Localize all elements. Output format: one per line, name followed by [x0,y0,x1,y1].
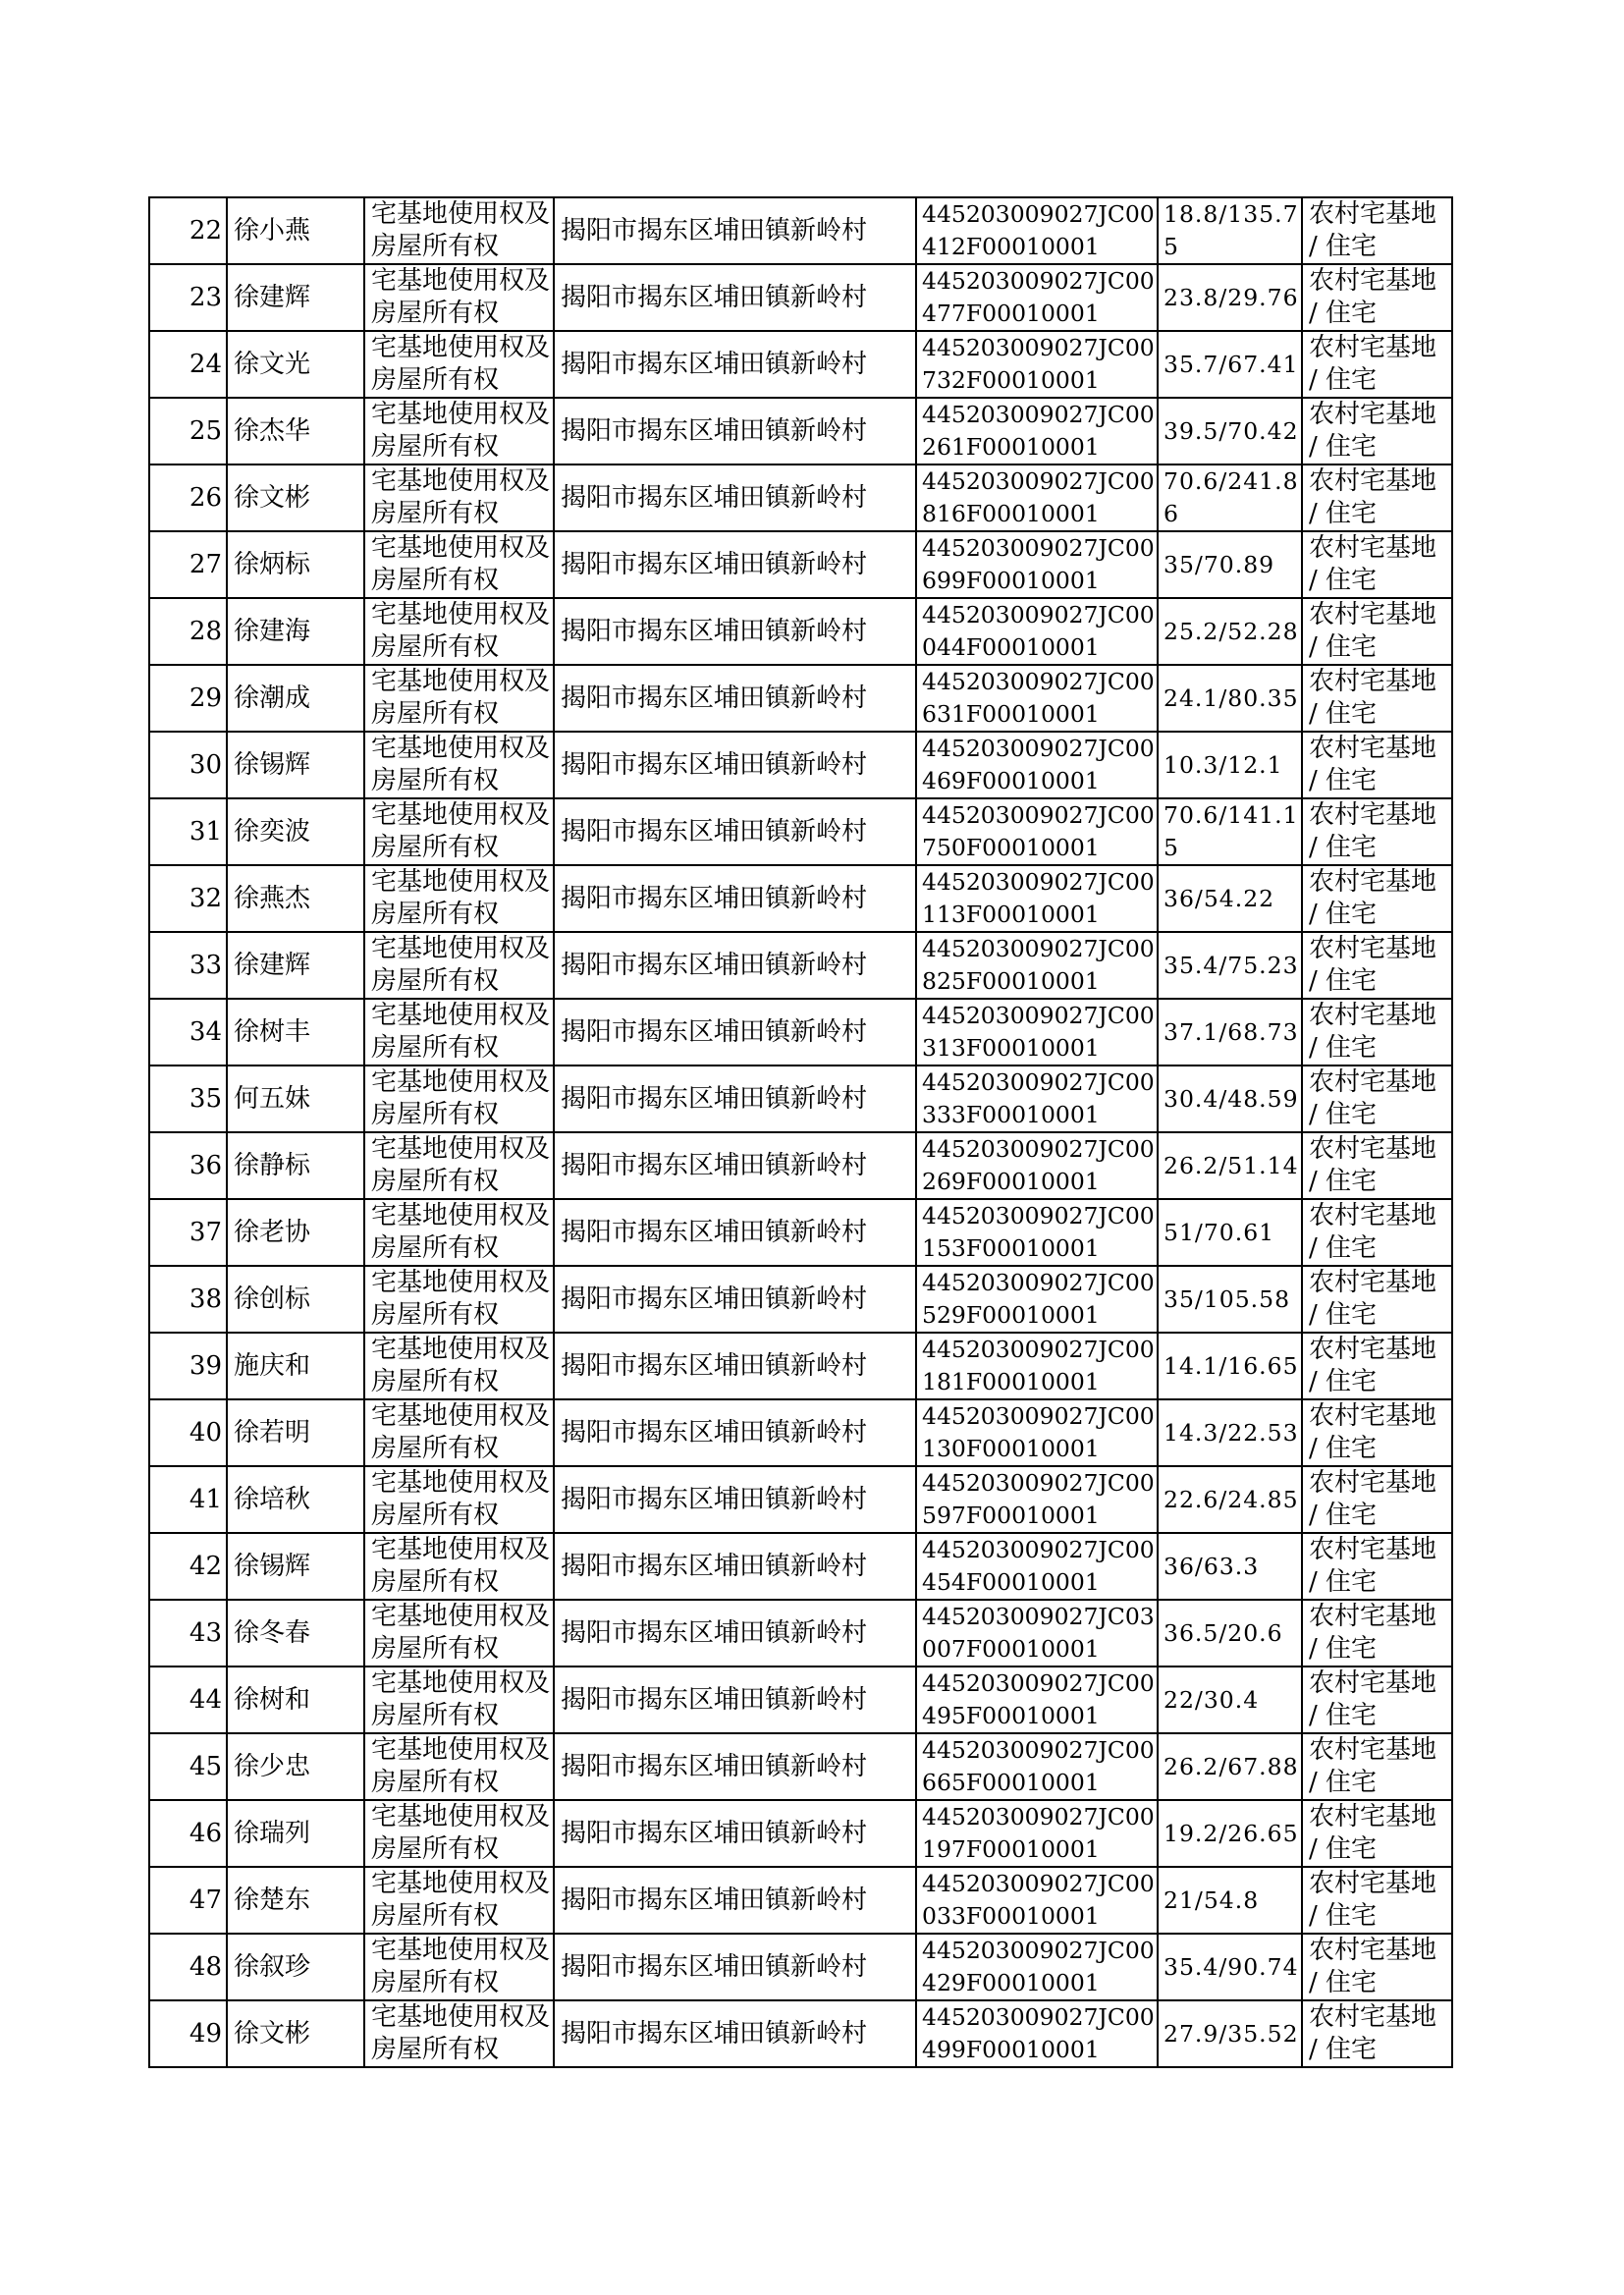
unit-code-cell: 445203009027JC00499F00010001 [916,2000,1158,2067]
right-type-cell: 宅基地使用权及房屋所有权 [364,1199,554,1266]
row-number-cell: 46 [149,1800,227,1867]
area-cell: 21/54.8 [1158,1867,1302,1934]
location-cell: 揭阳市揭东区埔田镇新岭村 [554,798,916,865]
land-use-cell: 农村宅基地 / 住宅 [1302,331,1452,398]
right-type-cell: 宅基地使用权及房屋所有权 [364,1266,554,1333]
register-body [149,197,1452,2067]
owner-name-cell: 徐创标 [227,1266,364,1333]
land-use-cell: 农村宅基地 / 住宅 [1302,2000,1452,2067]
table-row [149,1733,1452,1800]
right-type-cell: 宅基地使用权及房屋所有权 [364,999,554,1066]
right-type-cell: 宅基地使用权及房屋所有权 [364,932,554,999]
row-number-cell: 48 [149,1934,227,2000]
row-number-cell: 43 [149,1600,227,1667]
land-use-cell: 农村宅基地 / 住宅 [1302,1466,1452,1533]
unit-code-cell: 445203009027JC00261F00010001 [916,398,1158,464]
area-cell: 37.1/68.73 [1158,999,1302,1066]
unit-code-cell: 445203009027JC00750F00010001 [916,798,1158,865]
owner-name-cell: 徐少忠 [227,1733,364,1800]
owner-name-cell: 徐文光 [227,331,364,398]
land-use-cell: 农村宅基地 / 住宅 [1302,1600,1452,1667]
land-use-cell: 农村宅基地 / 住宅 [1302,932,1452,999]
right-type-cell: 宅基地使用权及房屋所有权 [364,2000,554,2067]
unit-code-cell: 445203009027JC00825F00010001 [916,932,1158,999]
row-number-cell: 42 [149,1533,227,1600]
right-type-cell: 宅基地使用权及房屋所有权 [364,1066,554,1132]
unit-code-cell: 445203009027JC00529F00010001 [916,1266,1158,1333]
land-use-cell: 农村宅基地 / 住宅 [1302,398,1452,464]
owner-name-cell: 徐燕杰 [227,865,364,932]
area-cell: 23.8/29.76 [1158,264,1302,331]
unit-code-cell: 445203009027JC00044F00010001 [916,598,1158,665]
table-row [149,798,1452,865]
area-cell: 35.4/75.23 [1158,932,1302,999]
location-cell: 揭阳市揭东区埔田镇新岭村 [554,1066,916,1132]
right-type-cell: 宅基地使用权及房屋所有权 [364,598,554,665]
land-use-cell: 农村宅基地 / 住宅 [1302,197,1452,264]
unit-code-cell: 445203009027JC00033F00010001 [916,1867,1158,1934]
area-cell: 19.2/26.65 [1158,1800,1302,1867]
row-number-cell: 35 [149,1066,227,1132]
row-number-cell: 27 [149,531,227,598]
owner-name-cell: 徐冬春 [227,1600,364,1667]
location-cell: 揭阳市揭东区埔田镇新岭村 [554,1867,916,1934]
area-cell: 26.2/67.88 [1158,1733,1302,1800]
owner-name-cell: 徐文彬 [227,464,364,531]
table-row [149,665,1452,732]
table-row [149,264,1452,331]
land-use-cell: 农村宅基地 / 住宅 [1302,1733,1452,1800]
location-cell: 揭阳市揭东区埔田镇新岭村 [554,1132,916,1199]
table-row [149,1333,1452,1399]
row-number-cell: 26 [149,464,227,531]
area-cell: 51/70.61 [1158,1199,1302,1266]
table-row [149,464,1452,531]
area-cell: 18.8/135.75 [1158,197,1302,264]
unit-code-cell: 445203009027JC00197F00010001 [916,1800,1158,1867]
row-number-cell: 44 [149,1667,227,1733]
row-number-cell: 36 [149,1132,227,1199]
row-number-cell: 47 [149,1867,227,1934]
owner-name-cell: 徐小燕 [227,197,364,264]
right-type-cell: 宅基地使用权及房屋所有权 [364,1667,554,1733]
location-cell: 揭阳市揭东区埔田镇新岭村 [554,665,916,732]
property-register-table [148,196,1453,2068]
row-number-cell: 33 [149,932,227,999]
table-row [149,1266,1452,1333]
owner-name-cell: 徐建辉 [227,932,364,999]
location-cell: 揭阳市揭东区埔田镇新岭村 [554,1800,916,1867]
land-use-cell: 农村宅基地 / 住宅 [1302,598,1452,665]
location-cell: 揭阳市揭东区埔田镇新岭村 [554,1733,916,1800]
right-type-cell: 宅基地使用权及房屋所有权 [364,798,554,865]
location-cell: 揭阳市揭东区埔田镇新岭村 [554,865,916,932]
row-number-cell: 45 [149,1733,227,1800]
location-cell: 揭阳市揭东区埔田镇新岭村 [554,1266,916,1333]
area-cell: 25.2/52.28 [1158,598,1302,665]
table-row [149,398,1452,464]
owner-name-cell: 徐叙珍 [227,1934,364,2000]
row-number-cell: 25 [149,398,227,464]
unit-code-cell: 445203009027JC00469F00010001 [916,732,1158,798]
owner-name-cell: 徐静标 [227,1132,364,1199]
table-row [149,1466,1452,1533]
land-use-cell: 农村宅基地 / 住宅 [1302,665,1452,732]
owner-name-cell: 徐杰华 [227,398,364,464]
area-cell: 14.3/22.53 [1158,1399,1302,1466]
owner-name-cell: 徐锡辉 [227,732,364,798]
row-number-cell: 41 [149,1466,227,1533]
table-row [149,1867,1452,1934]
row-number-cell: 40 [149,1399,227,1466]
table-row [149,932,1452,999]
area-cell: 26.2/51.14 [1158,1132,1302,1199]
area-cell: 30.4/48.59 [1158,1066,1302,1132]
area-cell: 10.3/12.1 [1158,732,1302,798]
unit-code-cell: 445203009027JC00153F00010001 [916,1199,1158,1266]
unit-code-cell: 445203009027JC00269F00010001 [916,1132,1158,1199]
row-number-cell: 31 [149,798,227,865]
location-cell: 揭阳市揭东区埔田镇新岭村 [554,1399,916,1466]
right-type-cell: 宅基地使用权及房屋所有权 [364,264,554,331]
table-row [149,2000,1452,2067]
owner-name-cell: 徐潮成 [227,665,364,732]
land-use-cell: 农村宅基地 / 住宅 [1302,264,1452,331]
area-cell: 35/70.89 [1158,531,1302,598]
land-use-cell: 农村宅基地 / 住宅 [1302,1399,1452,1466]
area-cell: 14.1/16.65 [1158,1333,1302,1399]
land-use-cell: 农村宅基地 / 住宅 [1302,464,1452,531]
area-cell: 70.6/141.15 [1158,798,1302,865]
land-use-cell: 农村宅基地 / 住宅 [1302,1867,1452,1934]
table-row [149,197,1452,264]
owner-name-cell: 徐树和 [227,1667,364,1733]
area-cell: 35.7/67.41 [1158,331,1302,398]
table-row [149,999,1452,1066]
area-cell: 70.6/241.86 [1158,464,1302,531]
right-type-cell: 宅基地使用权及房屋所有权 [364,1600,554,1667]
location-cell: 揭阳市揭东区埔田镇新岭村 [554,531,916,598]
row-number-cell: 29 [149,665,227,732]
land-use-cell: 农村宅基地 / 住宅 [1302,531,1452,598]
row-number-cell: 30 [149,732,227,798]
location-cell: 揭阳市揭东区埔田镇新岭村 [554,1466,916,1533]
unit-code-cell: 445203009027JC00429F00010001 [916,1934,1158,2000]
land-use-cell: 农村宅基地 / 住宅 [1302,1533,1452,1600]
land-use-cell: 农村宅基地 / 住宅 [1302,798,1452,865]
unit-code-cell: 445203009027JC00665F00010001 [916,1733,1158,1800]
owner-name-cell: 徐楚东 [227,1867,364,1934]
owner-name-cell: 施庆和 [227,1333,364,1399]
location-cell: 揭阳市揭东区埔田镇新岭村 [554,732,916,798]
land-use-cell: 农村宅基地 / 住宅 [1302,1066,1452,1132]
land-use-cell: 农村宅基地 / 住宅 [1302,1667,1452,1733]
row-number-cell: 38 [149,1266,227,1333]
right-type-cell: 宅基地使用权及房屋所有权 [364,1800,554,1867]
owner-name-cell: 徐文彬 [227,2000,364,2067]
table-row [149,531,1452,598]
area-cell: 22/30.4 [1158,1667,1302,1733]
right-type-cell: 宅基地使用权及房屋所有权 [364,865,554,932]
row-number-cell: 37 [149,1199,227,1266]
unit-code-cell: 445203009027JC03007F00010001 [916,1600,1158,1667]
right-type-cell: 宅基地使用权及房屋所有权 [364,1132,554,1199]
right-type-cell: 宅基地使用权及房屋所有权 [364,732,554,798]
right-type-cell: 宅基地使用权及房屋所有权 [364,1399,554,1466]
unit-code-cell: 445203009027JC00181F00010001 [916,1333,1158,1399]
location-cell: 揭阳市揭东区埔田镇新岭村 [554,2000,916,2067]
table-row [149,865,1452,932]
location-cell: 揭阳市揭东区埔田镇新岭村 [554,1199,916,1266]
register-sheet [148,196,1453,2068]
owner-name-cell: 徐瑞列 [227,1800,364,1867]
land-use-cell: 农村宅基地 / 住宅 [1302,1266,1452,1333]
row-number-cell: 34 [149,999,227,1066]
land-use-cell: 农村宅基地 / 住宅 [1302,1132,1452,1199]
table-row [149,1066,1452,1132]
location-cell: 揭阳市揭东区埔田镇新岭村 [554,197,916,264]
unit-code-cell: 445203009027JC00597F00010001 [916,1466,1158,1533]
owner-name-cell: 徐奕波 [227,798,364,865]
table-row [149,732,1452,798]
table-row [149,1800,1452,1867]
owner-name-cell: 徐树丰 [227,999,364,1066]
land-use-cell: 农村宅基地 / 住宅 [1302,999,1452,1066]
row-number-cell: 49 [149,2000,227,2067]
area-cell: 36/54.22 [1158,865,1302,932]
unit-code-cell: 445203009027JC00495F00010001 [916,1667,1158,1733]
land-use-cell: 农村宅基地 / 住宅 [1302,1800,1452,1867]
unit-code-cell: 445203009027JC00113F00010001 [916,865,1158,932]
table-row [149,1199,1452,1266]
right-type-cell: 宅基地使用权及房屋所有权 [364,665,554,732]
location-cell: 揭阳市揭东区埔田镇新岭村 [554,464,916,531]
location-cell: 揭阳市揭东区埔田镇新岭村 [554,1667,916,1733]
right-type-cell: 宅基地使用权及房屋所有权 [364,1733,554,1800]
right-type-cell: 宅基地使用权及房屋所有权 [364,1333,554,1399]
table-row [149,1533,1452,1600]
row-number-cell: 28 [149,598,227,665]
table-row [149,1600,1452,1667]
right-type-cell: 宅基地使用权及房屋所有权 [364,1466,554,1533]
area-cell: 36/63.3 [1158,1533,1302,1600]
land-use-cell: 农村宅基地 / 住宅 [1302,865,1452,932]
row-number-cell: 32 [149,865,227,932]
unit-code-cell: 445203009027JC00732F00010001 [916,331,1158,398]
table-row [149,331,1452,398]
area-cell: 39.5/70.42 [1158,398,1302,464]
right-type-cell: 宅基地使用权及房屋所有权 [364,1533,554,1600]
area-cell: 27.9/35.52 [1158,2000,1302,2067]
row-number-cell: 39 [149,1333,227,1399]
land-use-cell: 农村宅基地 / 住宅 [1302,1934,1452,2000]
location-cell: 揭阳市揭东区埔田镇新岭村 [554,1600,916,1667]
location-cell: 揭阳市揭东区埔田镇新岭村 [554,398,916,464]
unit-code-cell: 445203009027JC00130F00010001 [916,1399,1158,1466]
table-row [149,1132,1452,1199]
owner-name-cell: 徐建辉 [227,264,364,331]
location-cell: 揭阳市揭东区埔田镇新岭村 [554,1934,916,2000]
land-use-cell: 农村宅基地 / 住宅 [1302,1199,1452,1266]
unit-code-cell: 445203009027JC00631F00010001 [916,665,1158,732]
right-type-cell: 宅基地使用权及房屋所有权 [364,1934,554,2000]
table-row [149,1667,1452,1733]
row-number-cell: 23 [149,264,227,331]
right-type-cell: 宅基地使用权及房屋所有权 [364,197,554,264]
location-cell: 揭阳市揭东区埔田镇新岭村 [554,598,916,665]
area-cell: 35/105.58 [1158,1266,1302,1333]
area-cell: 22.6/24.85 [1158,1466,1302,1533]
location-cell: 揭阳市揭东区埔田镇新岭村 [554,331,916,398]
row-number-cell: 24 [149,331,227,398]
owner-name-cell: 徐培秋 [227,1466,364,1533]
area-cell: 36.5/20.6 [1158,1600,1302,1667]
land-use-cell: 农村宅基地 / 住宅 [1302,1333,1452,1399]
land-use-cell: 农村宅基地 / 住宅 [1302,732,1452,798]
unit-code-cell: 445203009027JC00477F00010001 [916,264,1158,331]
right-type-cell: 宅基地使用权及房屋所有权 [364,398,554,464]
unit-code-cell: 445203009027JC00412F00010001 [916,197,1158,264]
unit-code-cell: 445203009027JC00313F00010001 [916,999,1158,1066]
right-type-cell: 宅基地使用权及房屋所有权 [364,531,554,598]
table-row [149,598,1452,665]
unit-code-cell: 445203009027JC00454F00010001 [916,1533,1158,1600]
owner-name-cell: 徐老协 [227,1199,364,1266]
location-cell: 揭阳市揭东区埔田镇新岭村 [554,1333,916,1399]
unit-code-cell: 445203009027JC00816F00010001 [916,464,1158,531]
owner-name-cell: 徐锡辉 [227,1533,364,1600]
owner-name-cell: 徐炳标 [227,531,364,598]
owner-name-cell: 徐建海 [227,598,364,665]
location-cell: 揭阳市揭东区埔田镇新岭村 [554,1533,916,1600]
table-row [149,1399,1452,1466]
owner-name-cell: 何五妹 [227,1066,364,1132]
area-cell: 24.1/80.35 [1158,665,1302,732]
row-number-cell: 22 [149,197,227,264]
unit-code-cell: 445203009027JC00333F00010001 [916,1066,1158,1132]
right-type-cell: 宅基地使用权及房屋所有权 [364,1867,554,1934]
location-cell: 揭阳市揭东区埔田镇新岭村 [554,999,916,1066]
right-type-cell: 宅基地使用权及房屋所有权 [364,464,554,531]
right-type-cell: 宅基地使用权及房屋所有权 [364,331,554,398]
area-cell: 35.4/90.74 [1158,1934,1302,2000]
location-cell: 揭阳市揭东区埔田镇新岭村 [554,932,916,999]
unit-code-cell: 445203009027JC00699F00010001 [916,531,1158,598]
location-cell: 揭阳市揭东区埔田镇新岭村 [554,264,916,331]
owner-name-cell: 徐若明 [227,1399,364,1466]
table-row [149,1934,1452,2000]
